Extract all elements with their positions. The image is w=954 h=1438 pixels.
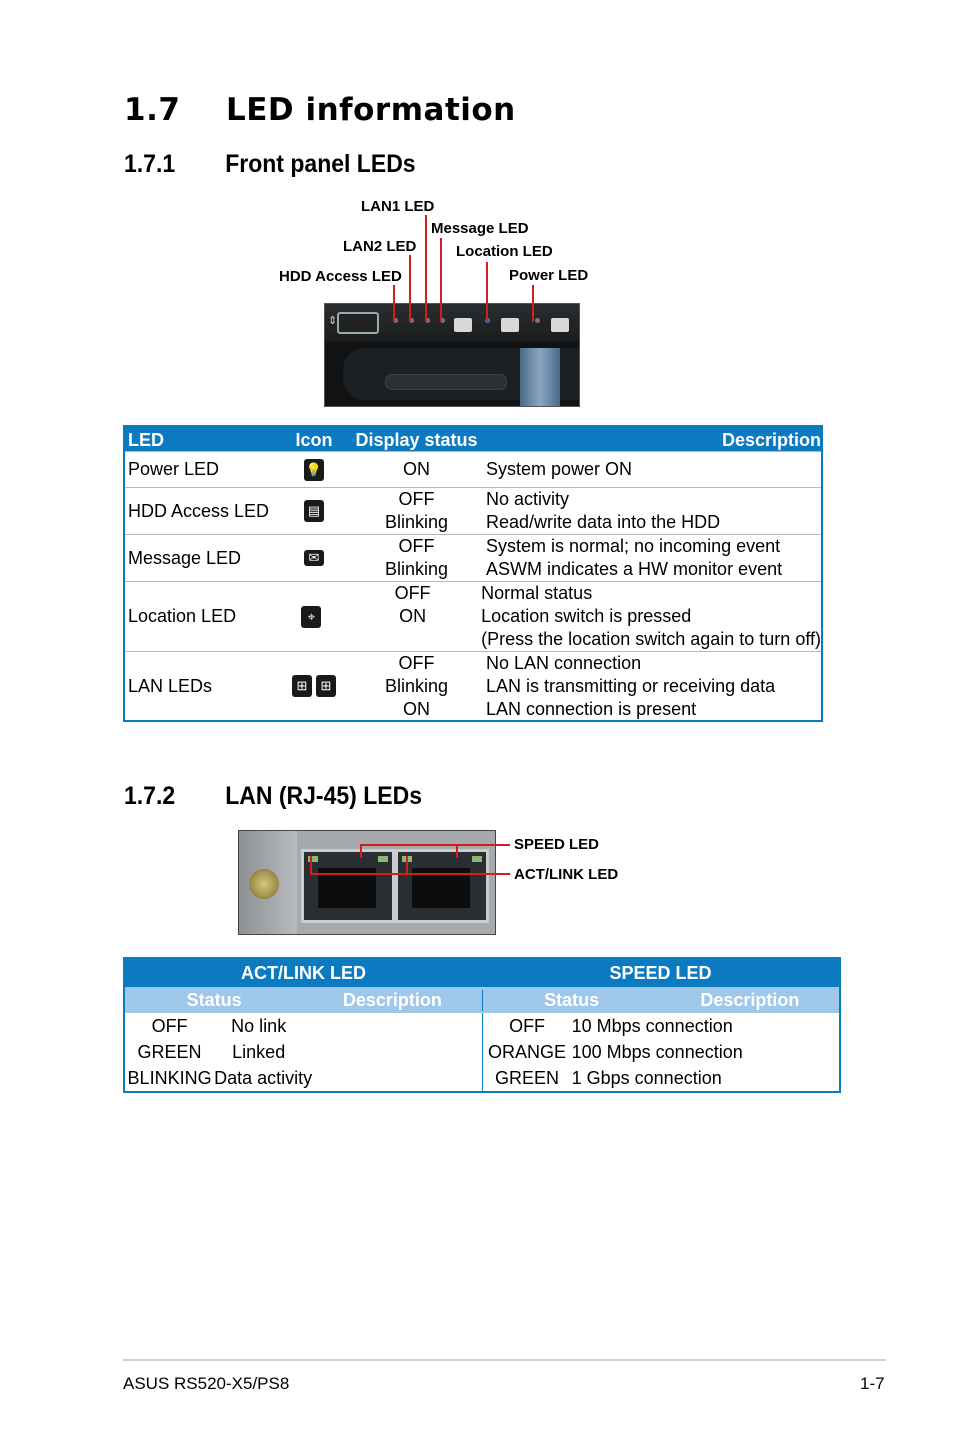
- line-speed: [360, 844, 510, 846]
- status: OFF: [398, 536, 435, 556]
- description: System is normal; no incoming event: [486, 536, 781, 556]
- header-description: Description: [700, 989, 800, 1010]
- description: 10 Mbps connection: [571, 1015, 733, 1036]
- line-act-drop2: [406, 856, 408, 874]
- line-lan2: [409, 255, 411, 322]
- led-name: Location LED: [128, 606, 237, 626]
- rj45-jack: [395, 849, 489, 923]
- line-hdd: [393, 285, 395, 322]
- table-row: [125, 651, 821, 720]
- location-button: [501, 318, 519, 332]
- speed-title: SPEED LED: [609, 962, 712, 983]
- table-row: [483, 1013, 733, 1039]
- line-speed-drop1: [360, 844, 362, 858]
- status: Blinking: [384, 675, 449, 696]
- callout-location-led: Location LED: [456, 243, 553, 260]
- table-title-row: [125, 959, 839, 987]
- description: Normal status: [481, 583, 593, 603]
- header-led: LED: [128, 430, 164, 450]
- description: No link: [231, 1015, 287, 1036]
- footer-divider: [123, 1359, 886, 1361]
- callout-message-led: Message LED: [431, 220, 529, 237]
- table-row: [125, 451, 821, 487]
- description: Read/write data into the HDD: [486, 512, 721, 532]
- led-name: Message LED: [128, 547, 242, 568]
- description: Data activity: [214, 1067, 313, 1088]
- description: 100 Mbps connection: [571, 1041, 743, 1062]
- subsection-title-lan: [124, 782, 422, 811]
- usb-port: [337, 312, 379, 334]
- status: OFF: [398, 489, 435, 509]
- front-panel-photo: [324, 303, 580, 407]
- header-description: Description: [342, 989, 442, 1010]
- table-row: [483, 1039, 743, 1065]
- callout-act-link-led: ACT/LINK LED: [514, 866, 619, 883]
- lan-led-table: [123, 957, 841, 1093]
- screw: [249, 869, 279, 899]
- reset-button: [454, 318, 472, 332]
- table-row: [483, 1065, 722, 1091]
- led-name: LAN LEDs: [128, 675, 213, 696]
- description: (Press the location switch again to turn off): [481, 629, 821, 649]
- line-act-drop1: [310, 856, 312, 874]
- drive-slot: [385, 374, 507, 390]
- status: ON: [403, 698, 430, 719]
- status: GREEN: [137, 1041, 202, 1062]
- callout-lan1-led: LAN1 LED: [361, 198, 435, 215]
- line-lan1: [425, 215, 427, 322]
- table-subheader: [125, 987, 839, 1013]
- rj45-jack: [301, 849, 395, 923]
- description: System power ON: [486, 459, 633, 479]
- line-message: [440, 238, 442, 322]
- table-body: [125, 1013, 839, 1091]
- led-name: Power LED: [128, 459, 220, 479]
- header-icon: Icon: [295, 430, 333, 450]
- usb-icon: ⇕: [328, 315, 338, 327]
- description: Linked: [232, 1041, 286, 1062]
- lan1-icon: ⊞: [292, 675, 312, 697]
- footer-page-number: 1-7: [860, 1374, 885, 1393]
- description: ASWM indicates a HW monitor event: [486, 559, 783, 579]
- line-power: [532, 285, 534, 322]
- section-number: 1.7: [124, 92, 181, 128]
- table-row: [125, 1039, 303, 1065]
- line-act: [310, 873, 510, 875]
- power-button: [551, 318, 569, 332]
- description: LAN is transmitting or receiving data: [486, 675, 776, 696]
- header-status: Status: [186, 989, 242, 1010]
- description: No LAN connection: [486, 652, 642, 673]
- section-title: [124, 92, 516, 128]
- table-row: [125, 487, 821, 534]
- hdd-icon: ▤: [304, 500, 324, 522]
- led-name: HDD Access LED: [128, 500, 270, 521]
- front-led-table: [123, 425, 823, 722]
- table-row: [125, 1065, 313, 1091]
- callout-lan2-led: LAN2 LED: [343, 238, 417, 255]
- status: OFF: [394, 583, 431, 603]
- act-link-title: ACT/LINK LED: [241, 962, 366, 983]
- status: Blinking: [384, 559, 449, 579]
- line-location: [486, 262, 488, 322]
- callout-speed-led: SPEED LED: [514, 836, 600, 853]
- envelope-icon: ✉: [304, 550, 324, 566]
- subsection-number: 1.7.2: [124, 782, 176, 810]
- callout-hdd-access-led: HDD Access LED: [279, 268, 402, 285]
- header-status: Status: [544, 989, 600, 1010]
- status: Blinking: [384, 512, 449, 532]
- subsection-number: 1.7.1: [124, 150, 176, 178]
- power-led: [535, 318, 540, 323]
- status: BLINKING: [127, 1067, 212, 1088]
- description: No activity: [486, 489, 570, 509]
- section-title-text: LED information: [226, 92, 516, 128]
- subsection-title-text: Front panel LEDs: [225, 150, 416, 178]
- status: OFF: [151, 1015, 188, 1036]
- table-row: [125, 581, 821, 651]
- table-row: [125, 1013, 303, 1039]
- status: ORANGE: [488, 1041, 567, 1062]
- subsection-title-front: [124, 150, 416, 179]
- power-bulb-icon: 💡: [304, 459, 324, 481]
- subsection-title-text: LAN (RJ-45) LEDs: [225, 782, 423, 810]
- callout-power-led: Power LED: [509, 267, 589, 284]
- lan2-icon: ⊞: [316, 675, 336, 697]
- table-row: [125, 534, 821, 581]
- description: 1 Gbps connection: [571, 1067, 722, 1088]
- drive-latch: [520, 348, 560, 406]
- status: OFF: [398, 652, 435, 673]
- status: ON: [403, 459, 430, 479]
- table-header: [125, 427, 821, 451]
- status: ON: [399, 606, 427, 626]
- status: OFF: [509, 1015, 546, 1036]
- line-speed-drop2: [456, 844, 458, 858]
- status: GREEN: [495, 1067, 560, 1088]
- location-icon: ⌖: [301, 606, 321, 628]
- description: LAN connection is present: [486, 698, 697, 719]
- header-description: Description: [721, 430, 821, 450]
- description: Location switch is pressed: [481, 606, 692, 626]
- footer-product: ASUS RS520-X5/PS8: [123, 1374, 290, 1393]
- header-display-status: Display status: [355, 430, 478, 450]
